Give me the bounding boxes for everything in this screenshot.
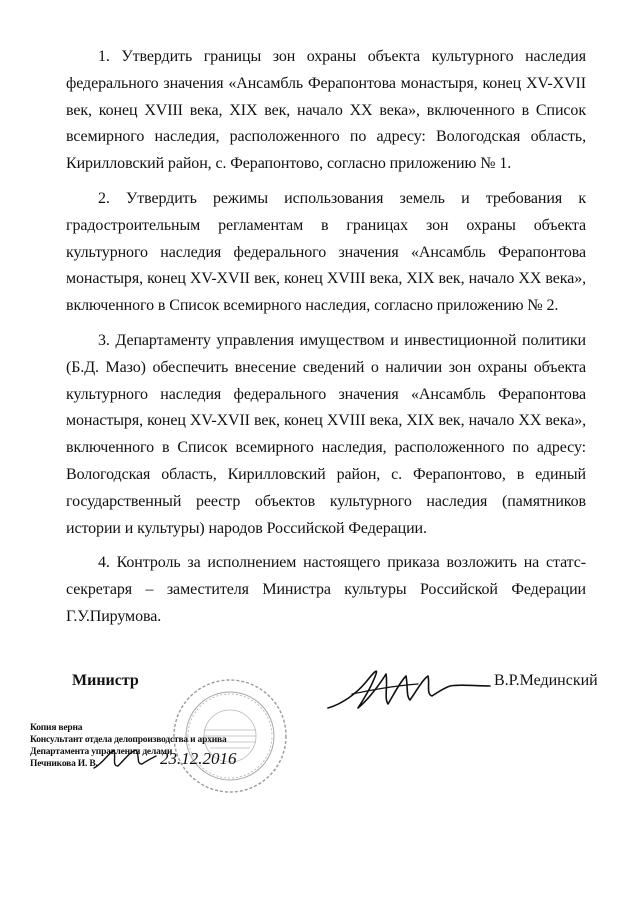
paragraph-2: 2. Утвердить режимы использования земель и требования к градостроительным регламентам в границах зон охраны объекта культурного наследия федерального значения «Ансамбль Ферапонтова монастыря, конец XV-XVII век, конец XVIII века, XIX век, начало XX века», включенного в Список всемирного наследия, согласно приложению № 2. bbox=[66, 189, 586, 315]
signature-block bbox=[0, 664, 640, 714]
certify-line-4: Печникова И. В. bbox=[30, 759, 98, 769]
certification-signature-date bbox=[90, 740, 260, 776]
document-body bbox=[66, 44, 586, 639]
paragraph-4: 4. Контроль за исполнением настоящего приказа возложить на статс-секретаря – заместителя Министра культуры Российской Федерации Г.У.Пирумова. bbox=[66, 554, 586, 625]
handwritten-signature bbox=[322, 664, 492, 714]
certify-line-2: Консультант отдела делопроизводства и архива bbox=[30, 735, 227, 745]
certify-line-3: Департамента управления делами bbox=[30, 747, 173, 757]
paragraph-3: 3. Департаменту управления имуществом и инвестиционной политики (Б.Д. Мазо) обеспечить внесение сведений о наличии зон охраны объекта культурного наследия федерального значения «Ансамбль Ферапонтова монастыря, конец XV-XVII век, конец XVIII века, XIX век, начало XX века», включенного в Список всемирного наследия, расположенного по адресу: Вологодская область, Кирилловский район, с. Ферапонтово, в единый государственный реестр объектов культурного наследия (памятников истории и культуры) народов Российской Федерации. bbox=[66, 331, 586, 537]
handwritten-date: 23.12.2016 bbox=[160, 749, 237, 768]
certify-line-1: Копия верна bbox=[30, 723, 83, 733]
signer-position: Министр bbox=[72, 672, 139, 689]
signer-name: В.Р.Мединский bbox=[494, 672, 598, 689]
paragraph-1: 1. Утвердить границы зон охраны объекта культурного наследия федерального значения «Ансамбль Ферапонтова монастыря, конец XV-XVII век, конец XVIII века, XIX век, начало XX века», включенного в Список всемирного наследия, расположенного по адресу: Вологодская область, Кирилловский район, с. Ферапонтово, согласно приложению № 1. bbox=[66, 48, 586, 173]
